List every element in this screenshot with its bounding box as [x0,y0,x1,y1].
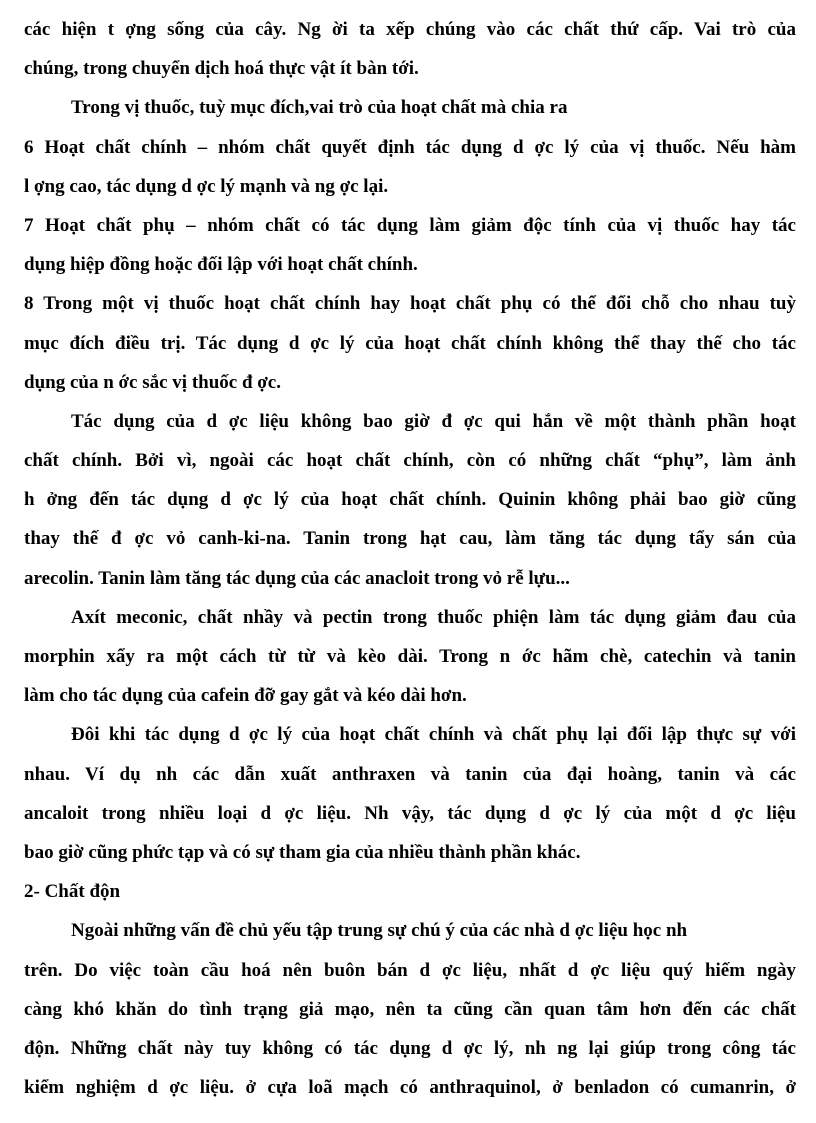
text-line: 2- Chất độn [24,881,121,903]
text-line: thay thế đ ợc vỏ canh-ki-na. Tanin trong hạt cau, làm tăng tác dụng tẩy sán của [24,528,796,550]
text-line: bao giờ cũng phức tạp và có sự tham gia của nhiều thành phần khác. [24,841,581,863]
text-line: h ởng đến tác dụng d ợc lý của hoạt chất chính. Quinin không phải bao giờ cũng [24,489,796,511]
text-line: 8 Trong một vị thuốc hoạt chất chính hay hoạt chất phụ có thể đổi chỗ cho nhau tuỳ [24,293,796,315]
text-line: Đôi khi tác dụng d ợc lý của hoạt chất chính và chất phụ lại đối lập thực sự với [71,724,796,746]
text-line: các hiện t ợng sống của cây. Ng ời ta xếp chúng vào các chất thứ cấp. Vai trò của [24,19,796,40]
text-line: chúng, trong chuyển dịch hoá thực vật ít bàn tới. [24,58,419,80]
text-line: Trong vị thuốc, tuỳ mục đích,vai trò của hoạt chất mà chia ra [71,97,568,119]
text-line: trên. Do việc toàn cầu hoá nên buôn bán d ợc liệu, nhất d ợc liệu quý hiếm ngày [24,959,796,981]
text-line: độn. Những chất này tuy không có tác dụng d ợc lý, nh ng lại giúp trong công tác [24,1037,796,1059]
text-line: 6 Hoạt chất chính – nhóm chất quyết định tác dụng d ợc lý của vị thuốc. Nếu hàm [24,136,796,158]
text-line: làm cho tác dụng của cafein đỡ gay gắt và kéo dài hơn. [24,685,467,707]
text-line: arecolin. Tanin làm tăng tác dụng của các anacloit trong vỏ rễ lựu... [24,567,570,589]
text-line: Tác dụng của d ợc liệu không bao giờ đ ợc qui hắn về một thành phần hoạt [71,410,796,432]
text-line: morphin xẩy ra một cách từ từ và kèo dài. Trong n ớc hãm chè, catechin và tanin [24,646,796,667]
text-line: l ợng cao, tác dụng d ợc lý mạnh và ng ợc lại. [24,175,389,197]
text-line: chất chính. Bởi vì, ngoài các hoạt chất chính, còn có những chất “phụ”, làm ảnh [24,450,796,472]
text-line: dụng hiệp đồng hoặc đối lập với hoạt chất chính. [24,254,418,276]
text-line: 7 Hoạt chất phụ – nhóm chất có tác dụng làm giảm độc tính của vị thuốc hay tác [24,214,796,236]
document-page [24,10,796,1107]
text-line: Axít meconic, chất nhầy và pectin trong thuốc phiện làm tác dụng giảm đau của [71,606,796,628]
text-line: ancaloit trong nhiều loại d ợc liệu. Nh vậy, tác dụng d ợc lý của một d ợc liệu [24,802,796,824]
text-line: Ngoài những vấn đề chủ yếu tập trung sự chú ý của các nhà d ợc liệu học nh [71,920,688,942]
text-line: dụng của n ớc sắc vị thuốc đ ợc. [24,371,281,393]
text-line: kiểm nghiệm d ợc liệu. ở cựa loã mạch có anthraquinol, ở benladon có cumanrin, ở [24,1077,796,1099]
text-line: mục đích điều trị. Tác dụng d ợc lý của hoạt chất chính không thể thay thế cho tác [24,332,796,354]
text-line: càng khó khăn do tình trạng giả mạo, nên ta cũng cần quan tâm hơn đến các chất [24,998,796,1020]
text-line: nhau. Ví dụ nh các dẫn xuất anthraxen và tanin của đại hoàng, tanin và các [24,763,796,785]
